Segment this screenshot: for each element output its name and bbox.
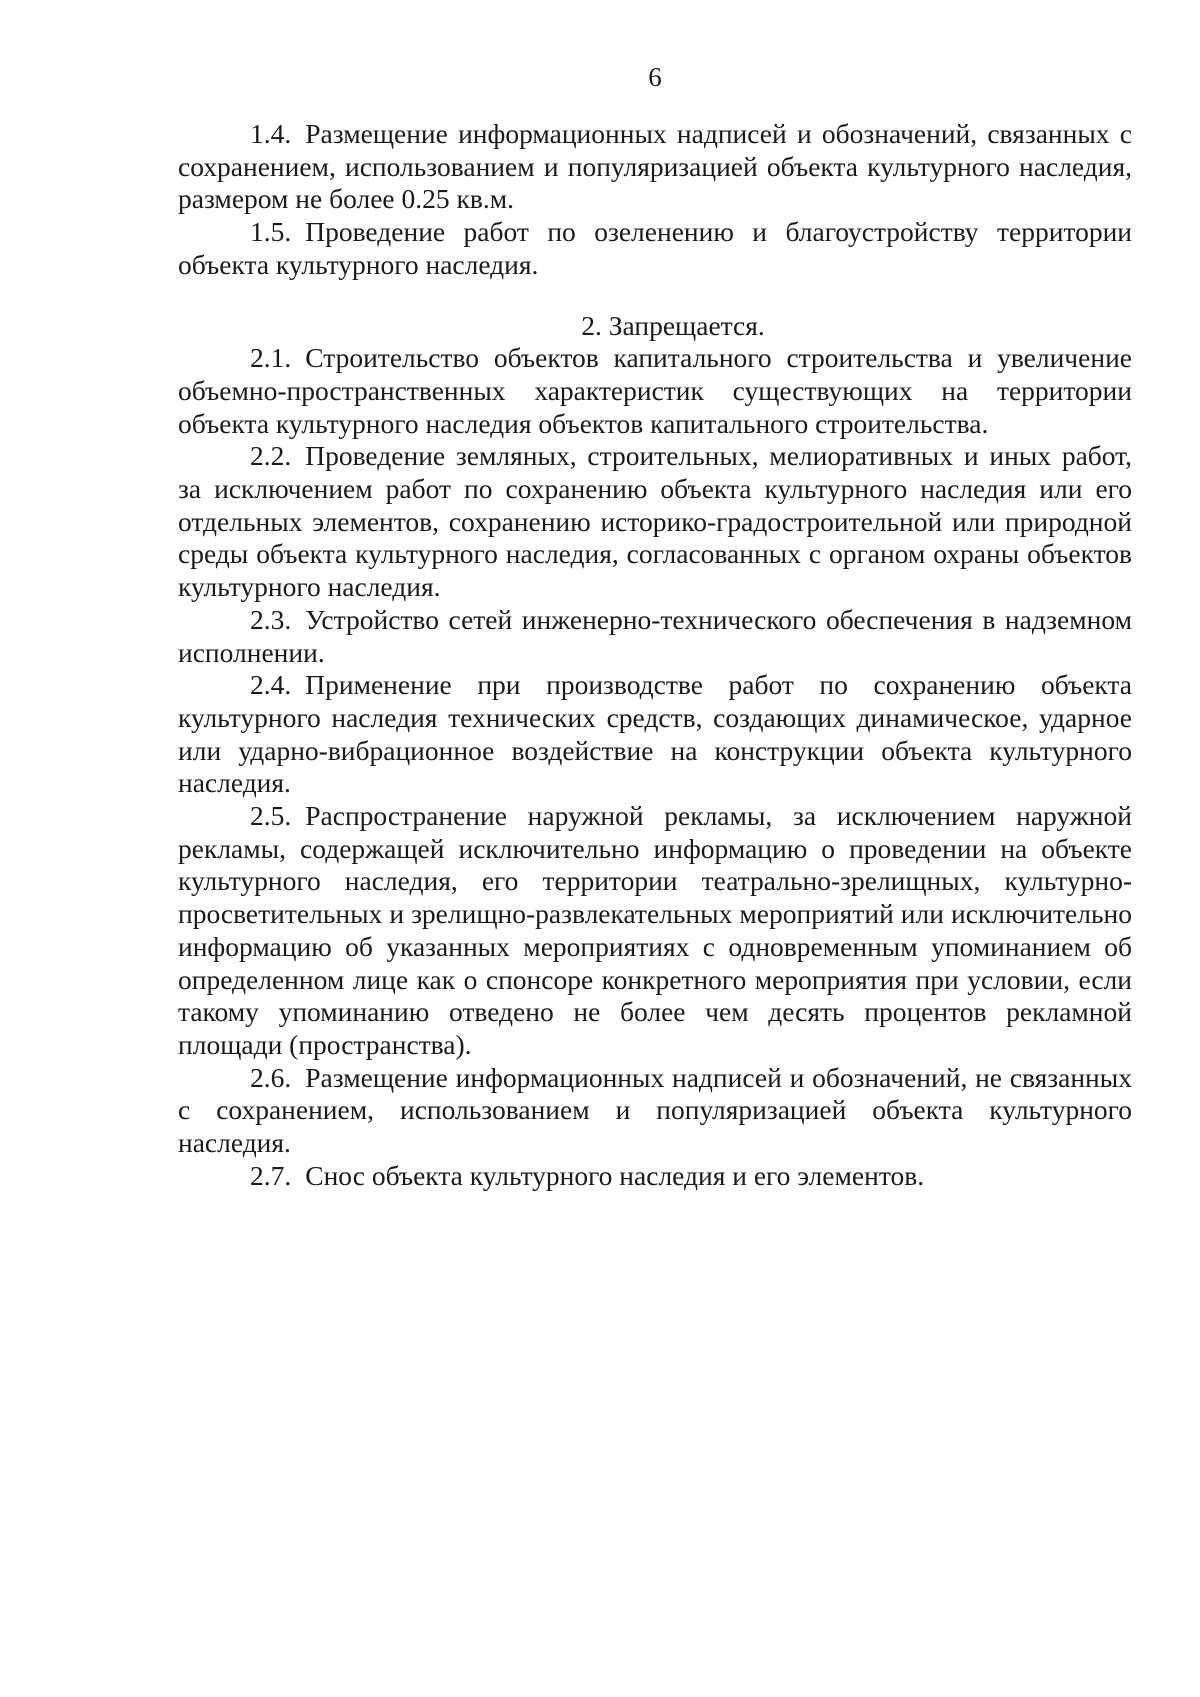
clause-2-3 <box>178 604 1132 669</box>
clause-text: Размещение информационных надписей и обозначений, связанных с сохранением, использованием и популяризацией объекта культурного наследия, размером не более 0.25 кв.м. <box>178 118 1132 215</box>
document-body <box>178 118 1132 1193</box>
clause-1-4 <box>178 118 1132 216</box>
clause-1-5 <box>178 216 1132 281</box>
clause-2-7 <box>178 1160 1132 1193</box>
clause-2-6 <box>178 1062 1132 1160</box>
clause-number: 1.5. <box>250 216 292 248</box>
clause-text: Снос объекта культурного наследия и его элементов. <box>305 1159 925 1191</box>
clause-number: 2.2. <box>250 440 292 472</box>
clause-number: 2.4. <box>250 669 292 701</box>
clause-text: Проведение земляных, строительных, мелиоративных и иных работ, за исключением работ по сохранению объекта культурного наследия или его отдельных элементов, сохранению историко-градостроительной или природной среды объекта культурного наследия, согласованных с органом охраны объектов культурного наследия. <box>178 440 1132 603</box>
clause-text: Устройство сетей инженерно-технического обеспечения в надземном исполнении. <box>178 603 1132 668</box>
clause-2-1 <box>178 342 1132 440</box>
clause-text: Проведение работ по озеленению и благоустройству территории объекта культурного наследия. <box>178 216 1132 280</box>
clause-text: Применение при производстве работ по сохранению объекта культурного наследия технических средств, создающих динамическое, ударное или ударно-вибрационное воздействие на конструкции объекта культурного наследия. <box>178 669 1132 799</box>
clause-text: Распространение наружной рекламы, за исключением наружной рекламы, содержащей исключительно информацию о проведении на объекте культурного наследия, его территории театрально-зрелищных, культурно-просветительных и зрелищно-развлекательных мероприятий или исключительно информацию об указанных мероприятиях с одновременным упоминанием об определенном лице как о спонсоре конкретного мероприятия при условии, если такому упоминанию отведено не более чем десять процентов рекламной площади (пространства). <box>178 800 1132 1060</box>
clause-number: 2.1. <box>250 342 292 374</box>
clause-number: 2.3. <box>250 603 292 635</box>
page-number: 6 <box>648 62 662 92</box>
clause-number: 2.7. <box>250 1159 292 1191</box>
section-heading: 2. Запрещается. <box>581 309 765 341</box>
clause-number: 2.5. <box>250 800 292 832</box>
clause-2-4 <box>178 669 1132 800</box>
clause-2-2 <box>178 440 1132 604</box>
clause-text: Размещение информационных надписей и обозначений, не связанных с сохранением, использованием и популяризацией объекта культурного наследия. <box>178 1061 1132 1159</box>
clause-text: Строительство объектов капитального строительства и увеличение объемно-пространственных характеристик существующих на территории объекта культурного наследия объектов капитального строительства. <box>178 342 1132 439</box>
clause-number: 1.4. <box>250 118 292 149</box>
clause-2-5 <box>178 800 1132 1062</box>
clause-number: 2.6. <box>250 1061 292 1093</box>
